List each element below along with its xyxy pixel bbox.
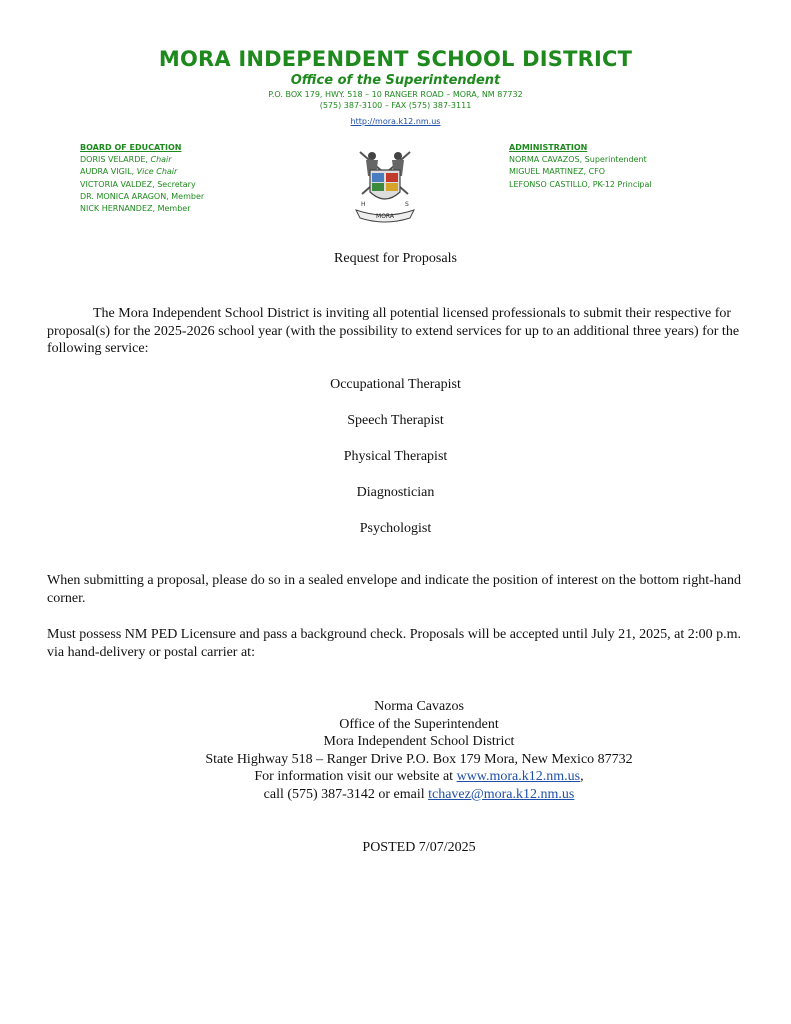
contact-office: Office of the Superintendent xyxy=(339,716,499,732)
administration-heading: ADMINISTRATION xyxy=(509,143,588,152)
administrator: MIGUEL MARTINEZ, CFO xyxy=(509,167,606,177)
service-item: Occupational Therapist xyxy=(330,377,461,392)
contact-district: Mora Independent School District xyxy=(323,734,515,749)
district-crest-logo xyxy=(352,146,418,224)
board-member: VICTORIA VALDEZ, Secretary xyxy=(80,179,196,189)
contact-call-line: call (575) 387-3142 or email tchavez@mora.k12.nm.us xyxy=(263,786,575,802)
district-address: P.O. BOX 179, HWY. 518 – 10 RANGER ROAD – MORA, NM 87732 xyxy=(268,90,523,99)
service-item: Diagnostician xyxy=(356,485,435,500)
crest-right-letter: S xyxy=(405,201,409,208)
board-of-education xyxy=(80,142,204,215)
crest-banner-text: MORA xyxy=(376,213,394,220)
posted-date: POSTED 7/07/2025 xyxy=(362,840,476,855)
letterhead xyxy=(0,46,791,129)
contact-block xyxy=(0,698,791,803)
contact-address: State Highway 518 – Ranger Drive P.O. Box 179 Mora, New Mexico 87732 xyxy=(205,751,633,767)
district-name: MORA INDEPENDENT SCHOOL DISTRICT xyxy=(158,47,633,71)
service-item: Physical Therapist xyxy=(343,449,448,464)
office-title: Office of the Superintendent xyxy=(290,73,501,88)
document-title: Request for Proposals xyxy=(334,251,457,266)
board-heading: BOARD OF EDUCATION xyxy=(80,143,182,152)
administration xyxy=(509,142,652,191)
intro-paragraph: The Mora Independent School District is inviting all potential licensed professionals to submit their respective for proposal(s) for the 2025-2026 school year (with the possibility to extend services for up to an additional three years) for the following service: xyxy=(47,306,740,356)
district-phone: (575) 387-3100 – FAX (575) 387-3111 xyxy=(319,101,472,110)
contact-name: Norma Cavazos xyxy=(374,699,464,714)
board-member: DORIS VELARDE, Chair xyxy=(80,155,172,164)
email-link[interactable]: tchavez@mora.k12.nm.us xyxy=(428,786,575,802)
crest-left-letter: H xyxy=(361,201,366,208)
services-list xyxy=(0,376,791,556)
board-member: DR. MONICA ARAGON, Member xyxy=(80,191,205,201)
service-item: Psychologist xyxy=(359,521,432,536)
board-member: NICK HERNANDEZ, Member xyxy=(80,204,191,214)
contact-website-line: For information visit our website at www.mora.k12.nm.us, xyxy=(254,769,584,784)
service-item: Speech Therapist xyxy=(347,413,444,428)
website-link[interactable]: www.mora.k12.nm.us xyxy=(456,769,581,784)
district-website-link[interactable]: http://mora.k12.nm.us xyxy=(350,117,441,126)
administrator: NORMA CAVAZOS, Superintendent xyxy=(509,155,647,164)
requirements-paragraph: Must possess NM PED Licensure and pass a background check. Proposals will be accepted until July 21, 2025, at 2:00 p.m. via hand-delivery or postal carrier at: xyxy=(47,627,742,660)
administrator: LEFONSO CASTILLO, PK-12 Principal xyxy=(509,179,652,189)
submission-paragraph: When submitting a proposal, please do so in a sealed envelope and indicate the position of interest on the bottom right-hand corner. xyxy=(47,573,741,606)
board-member: AUDRA VIGIL, Vice Chair xyxy=(80,167,178,177)
